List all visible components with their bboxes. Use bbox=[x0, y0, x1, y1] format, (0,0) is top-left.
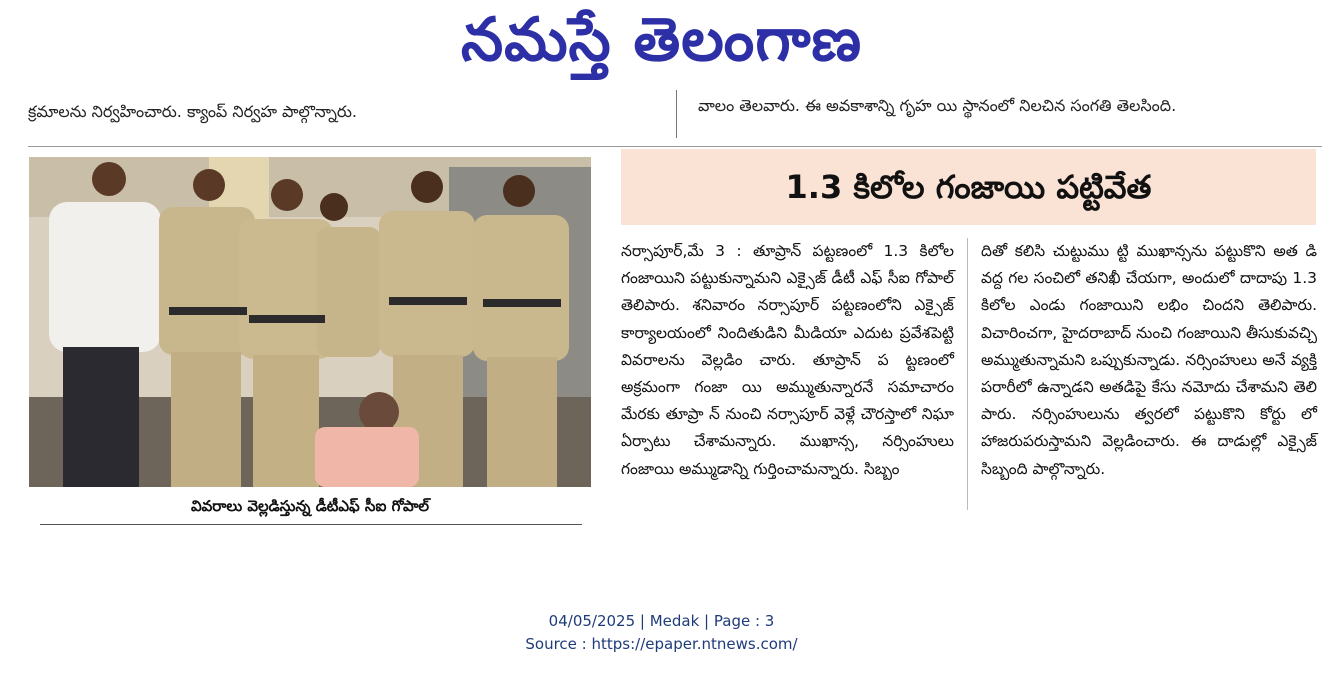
photo-caption: వివరాలు వెల్లడిస్తున్న డీటీఎఫ్ సీఐ గోపాల్ bbox=[190, 497, 430, 515]
article-body-text: దితో కలిసి చుట్టుము ట్టి ముఖాన్సను పట్టుకొని అత డి వద్ద గల సంచిలో తనిఖీ చేయగా, అందులో దాదాపు 1.3 కిలోల ఎండు గంజాయిని లభిం చిందని తెలిపారు. విచారించగా, హైదరాబాద్ నుంచి గంజాయిని తీసుకువచ్చి అమ్ముతున్నామని ఒప్పుకున్నాడు. నర్సింహులు అనే వ్యక్తి పరారీలో ఉన్నాడని అతడిపై కేసు నమోదు చేశామని తెలి పారు. నర్సింహులును త్వరలో పట్టుకొని కోర్టు లో హాజరుపరుస్తామని వెల్లడించారు. ఈ దాడుల్లో ఎక్సైజ్ సిబ్బంది పాల్గొన్నారు. bbox=[981, 242, 1317, 478]
previous-story-text-left: క్రమాలను నిర్వహించారు. క్యాంప్ నిర్వహ పాల్గొన్నారు. bbox=[28, 102, 357, 121]
newspaper-logo: నమస్తే తెలంగాణ bbox=[460, 5, 863, 75]
masthead bbox=[0, 2, 1323, 82]
article-body-text: నర్సాపూర్,మే 3 : తూప్రాన్ పట్టణంలో 1.3 కిలోల గంజాయిని పట్టుకున్నామని ఎక్సైజ్ డీటీ ఎఫ్ సీఐ గోపాల్ తెలిపారు. శనివారం నర్సాపూర్ పట్టణంలోని ఎక్సైజ్ కార్యాలయంలో నిందితుడిని మీడియా ఎదుట ప్రవేశపెట్టి వివరాలను వెల్లడిం చారు. తూప్రాన్ ప ట్టణంలో అక్రమంగా గంజా యి అమ్ముతున్నారనే సమాచారం మేరకు తూప్రా న్ నుంచి నర్సాపూర్ వెళ్లే చౌరస్తాలో నిఘా ఏర్పాటు చేశామన్నారు. ముఖాన్స, నర్సింహులు గంజాయి అమ్ముడాన్ని గుర్తించామన్నారు. సిబ్బం bbox=[621, 242, 954, 478]
previous-story-text-right: వాలం తెలవారు. ఈ అవకాశాన్ని గృహ యి స్థానంలో నిలచిన సంగతి తెలసింది. bbox=[698, 96, 1177, 115]
caption-divider bbox=[40, 524, 582, 525]
article-column-2 bbox=[981, 238, 1317, 483]
article-headline: 1.3 కిలోల గంజాయి పట్టివేత bbox=[785, 168, 1152, 206]
section-divider bbox=[28, 146, 1322, 147]
article-column-1 bbox=[621, 238, 954, 483]
column-divider bbox=[967, 238, 968, 510]
column-divider bbox=[676, 90, 677, 138]
headline-banner bbox=[621, 149, 1316, 225]
edition-info: 04/05/2025 | Medak | Page : 3 bbox=[548, 612, 775, 630]
news-photo bbox=[29, 157, 591, 487]
source-link[interactable]: Source : https://epaper.ntnews.com/ bbox=[525, 635, 798, 653]
page-footer bbox=[0, 610, 1323, 656]
